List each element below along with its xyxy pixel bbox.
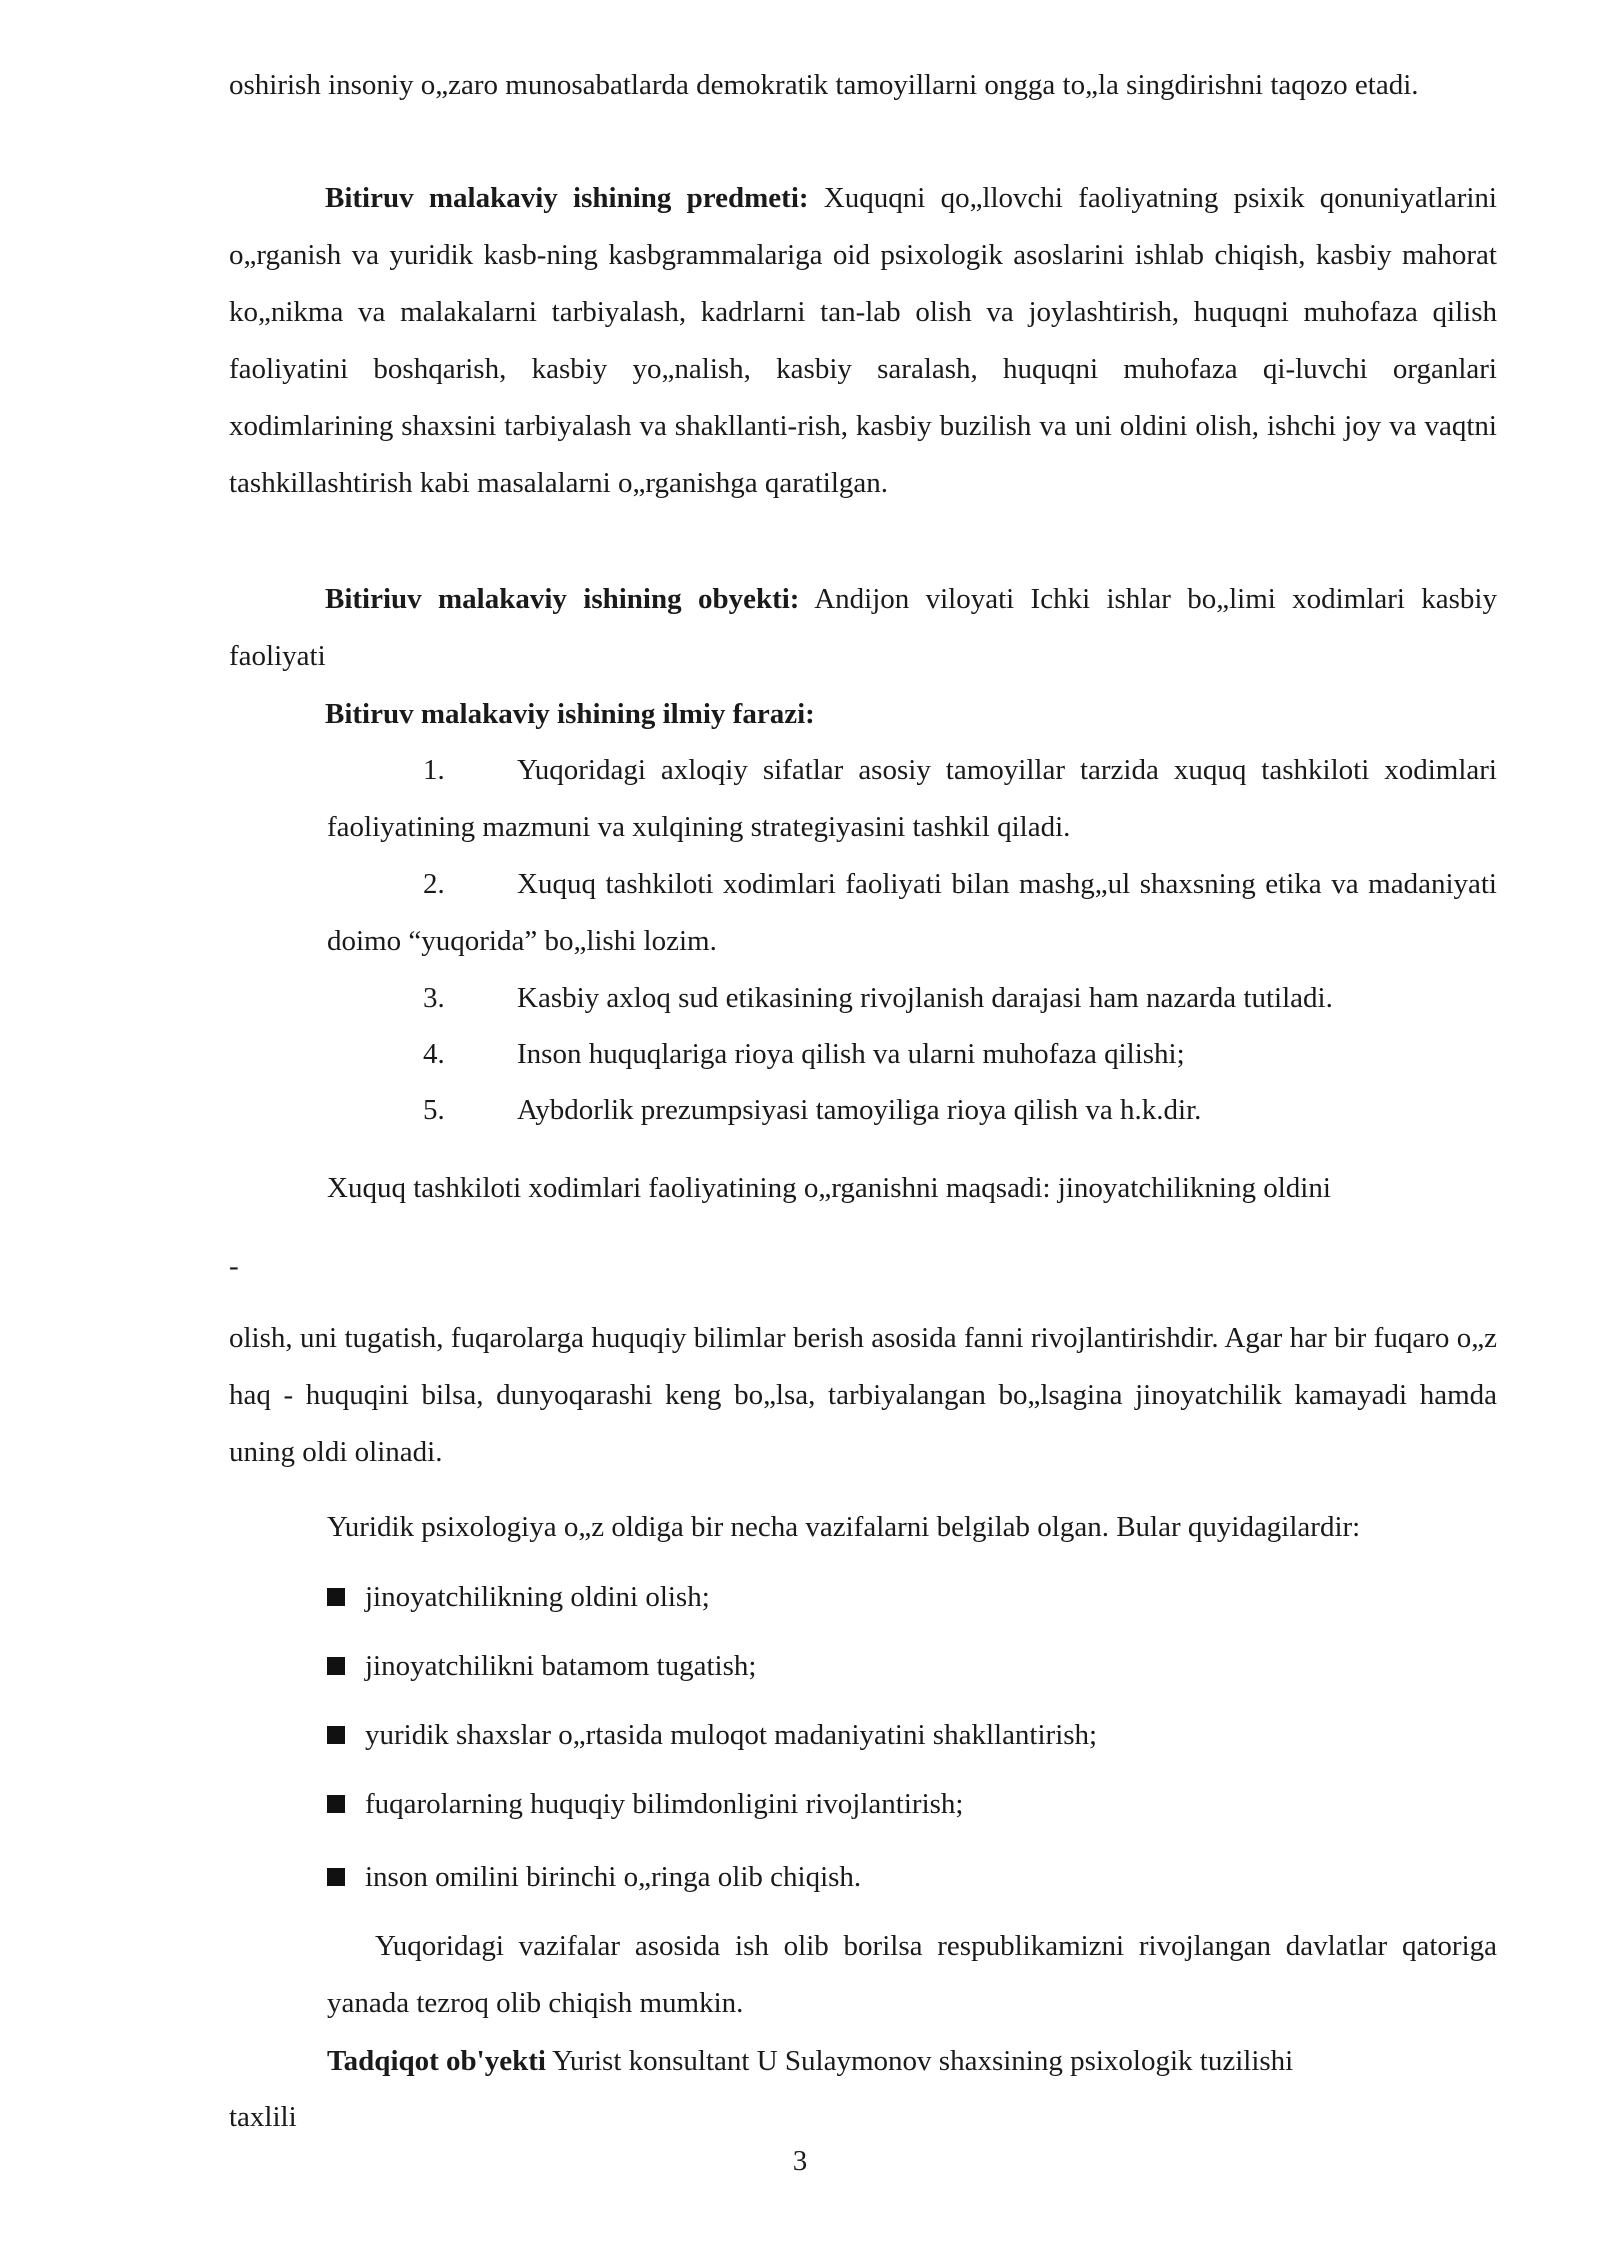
paragraph-research-tail bbox=[229, 2089, 1497, 2146]
task-text: jinoyatchilikni batamom tugatish; bbox=[365, 1650, 757, 1682]
hypothesis-list-short bbox=[423, 970, 1593, 1138]
list-item bbox=[327, 1784, 963, 1824]
square-bullet-icon bbox=[327, 1657, 345, 1675]
paragraph-text: oshirish insoniy o„zaro munosabatlarda demokratik tamoyillarni ongga to„la singdirishni taqozo etadi. bbox=[229, 69, 1419, 101]
hypothesis-list bbox=[327, 742, 1497, 970]
paragraph-intro bbox=[229, 57, 1497, 114]
paragraph-conclusion bbox=[327, 1918, 1497, 2032]
list-item bbox=[327, 742, 1497, 856]
paragraph-subject bbox=[229, 170, 1497, 512]
item-text: Inson huquqlariga rioya qilish va ularni muhofaza qilishi; bbox=[517, 1038, 1185, 1070]
subject-heading: Bitiruv malakaviy ishining predmeti: bbox=[325, 182, 809, 214]
paragraph-goal-first-line bbox=[327, 1160, 1497, 1217]
goal-rest-text: olish, uni tugatish, fuqarolarga huquqiy bilimlar berish asosida fanni rivojlantirishdir. Agar har bir fuqaro o„z haq - huquqini bilsa, dunyoqarashi keng bo„lsa, tarbiyalangan bo„lsagina jinoyatchilik kamayadi hamda uning oldi olinadi. bbox=[229, 1322, 1497, 1468]
item-number: 5. bbox=[423, 1094, 445, 1126]
page-number: 3 bbox=[792, 2145, 808, 2177]
object-heading: Bitiriuv malakaviy ishining obyekti: bbox=[325, 583, 800, 615]
item-number: 4. bbox=[423, 1038, 445, 1070]
list-item bbox=[423, 1026, 1593, 1082]
item-text: Xuquq tashkiloti xodimlari faoliyati bilan mashg„ul shaxsning etika va madaniyati doimo “yuqorida” bo„lishi lozim. bbox=[327, 868, 1497, 957]
hypothesis-heading-row bbox=[229, 686, 1497, 743]
square-bullet-icon bbox=[327, 1795, 345, 1813]
object-text: Andijon viloyati Ichki ishlar bo„limi xodimlari kasbiy faoliyati bbox=[229, 583, 1497, 672]
list-item bbox=[327, 856, 1497, 970]
square-bullet-icon bbox=[327, 1726, 345, 1744]
goal-text: Xuquq tashkiloti xodimlari faoliyatining o„rganishni maqsadi: jinoyatchilikning oldini bbox=[327, 1172, 1331, 1204]
list-item bbox=[423, 970, 1593, 1026]
paragraph-research-object bbox=[327, 2033, 1497, 2090]
list-item bbox=[327, 1577, 710, 1617]
tasks-intro-text: Yuridik psixologiya o„z oldiga bir necha vazifalarni belgilab olgan. Bular quyidagilardir: bbox=[327, 1511, 1361, 1543]
item-text: Yuqoridagi axloqiy sifatlar asosiy tamoyillar tarzida xuquq tashkiloti xodimlari faoliyatining mazmuni va xulqining strategiyasini tashkil qiladi. bbox=[327, 754, 1497, 843]
task-text: yuridik shaxslar o„rtasida muloqot madaniyatini shakllantirish; bbox=[365, 1719, 1098, 1751]
list-item bbox=[327, 1715, 1097, 1755]
research-tail-text: taxlili bbox=[229, 2101, 297, 2133]
list-item bbox=[327, 1646, 756, 1686]
item-text: Kasbiy axloq sud etikasining rivojlanish darajasi ham nazarda tutiladi. bbox=[517, 982, 1333, 1014]
task-text: fuqarolarning huquqiy bilimdonligini rivojlantirish; bbox=[365, 1788, 964, 1820]
task-text: inson omilini birinchi o„ringa olib chiqish. bbox=[365, 1861, 862, 1893]
paragraph-tasks-intro bbox=[327, 1499, 1497, 1556]
subject-text: Xuquqni qo„llovchi faoliyatning psixik qonuniyatlarini o„rganish va yuridik kasb-ning kasbgrammalariga oid psixologik asoslarini ishlab chiqish, kasbiy mahorat ko„nikma va malakalarni tarbiyalash, kadrlarni tan-lab olish va joylashtirish, huquqni muhofaza qilish faoliyatini boshqarish, kasbiy yo„nalish, kasbiy saralash, huquqni muhofaza qi-luvchi organlari xodimlarining shaxsini tarbiyalash va shakllanti-rish, kasbiy buzilish va uni oldini olish, ishchi joy va vaqtni tashkillashtirish kabi masalalarni o„rganishga qaratilgan. bbox=[229, 182, 1497, 499]
list-item bbox=[327, 1857, 861, 1897]
research-object-heading: Tadqiqot ob'yekti bbox=[327, 2045, 546, 2077]
list-item bbox=[423, 1082, 1593, 1138]
item-number: 3. bbox=[423, 982, 445, 1014]
square-bullet-icon bbox=[327, 1868, 345, 1886]
dash-text: - bbox=[229, 1250, 239, 1282]
square-bullet-icon bbox=[327, 1588, 345, 1606]
dash-mark bbox=[229, 1238, 1497, 1295]
paragraph-object bbox=[229, 571, 1497, 685]
item-number: 1. bbox=[423, 754, 445, 786]
task-text: jinoyatchilikning oldini olish; bbox=[365, 1581, 710, 1613]
research-object-text: Yurist konsultant U Sulaymonov shaxsining psixologik tuzilishi bbox=[545, 2045, 1294, 2077]
item-number: 2. bbox=[423, 868, 445, 900]
paragraph-goal-rest bbox=[229, 1310, 1497, 1481]
item-text: Aybdorlik prezumpsiyasi tamoyiliga rioya qilish va h.k.dir. bbox=[517, 1094, 1202, 1126]
conclusion-text: Yuqoridagi vazifalar asosida ish olib borilsa respublikamizni rivojlangan davlatlar qatoriga yanada tezroq olib chiqish mumkin. bbox=[327, 1930, 1497, 2019]
hypothesis-heading: Bitiruv malakaviy ishining ilmiy farazi: bbox=[325, 698, 815, 730]
